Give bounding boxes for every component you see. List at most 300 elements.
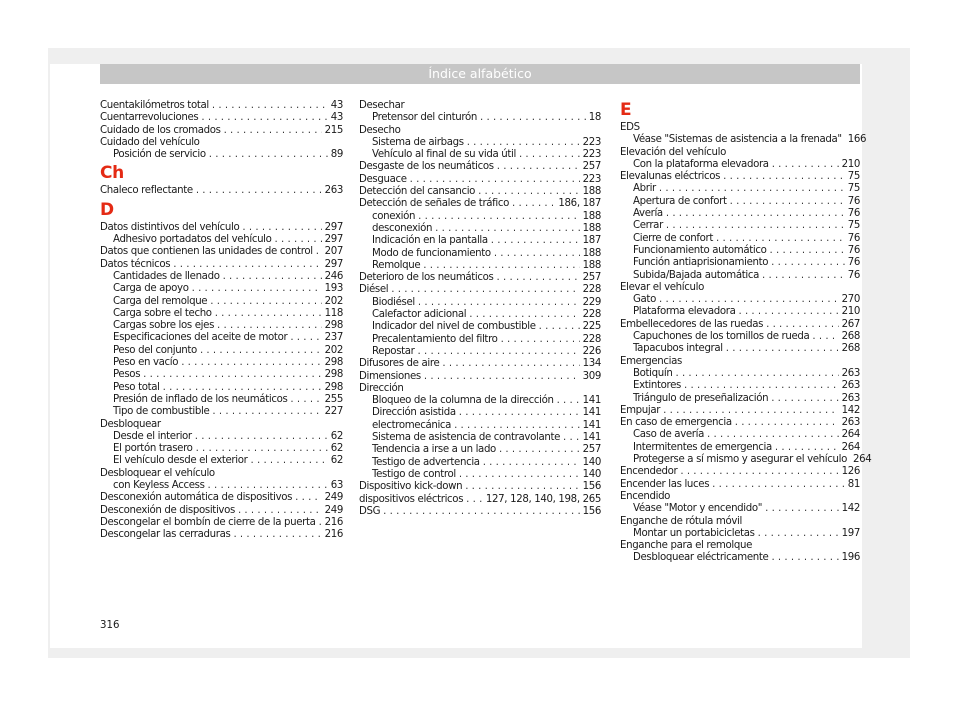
- entry-page: 193: [324, 283, 343, 295]
- index-entry: [359, 272, 601, 284]
- entry-label: Intermitentes de emergencia: [633, 441, 772, 453]
- index-subentry: [359, 260, 601, 272]
- dot-leader: [707, 429, 839, 441]
- entry-page: 76: [847, 232, 860, 244]
- dot-leader: [238, 505, 322, 517]
- entry-page: 142: [841, 404, 860, 416]
- entry-page: 226: [582, 345, 601, 357]
- entry-page: 18: [588, 112, 601, 124]
- dot-leader: [275, 234, 322, 246]
- index-entry: [100, 125, 343, 137]
- index-subentry: [620, 208, 860, 220]
- dot-leader: [494, 248, 580, 260]
- entry-page: 263: [841, 380, 860, 392]
- index-heading: Elevación del vehículo: [620, 146, 726, 158]
- dot-leader: [666, 220, 845, 232]
- entry-page: 228: [582, 309, 601, 321]
- dot-leader: [478, 186, 580, 198]
- dot-leader: [290, 394, 321, 406]
- dot-leader: [469, 309, 579, 321]
- entry-page: 202: [324, 344, 343, 356]
- entry-label: Indicación en la pantalla: [372, 235, 488, 247]
- dot-leader: [435, 223, 579, 235]
- index-entry: [620, 479, 860, 491]
- entry-page: 188: [582, 186, 601, 198]
- entry-label: Modo de funcionamiento: [372, 247, 491, 259]
- entry-label: Cantidades de llenado: [113, 270, 220, 282]
- dot-leader: [410, 174, 580, 186]
- index-heading: Dirección: [359, 382, 404, 394]
- index-entry: [620, 405, 860, 417]
- entry-page: 126: [841, 466, 860, 478]
- index-entry: [100, 259, 343, 271]
- entry-label: Vehículo al final de su vida útil: [372, 149, 516, 161]
- entry-label: Cuidado de los cromados: [100, 124, 221, 136]
- entry-label: Encender las luces: [620, 478, 710, 490]
- entry-page: 298: [324, 357, 343, 369]
- entry-label: Sistema de airbags: [372, 136, 464, 148]
- dot-leader: [465, 481, 579, 493]
- index-subentry: [620, 270, 860, 282]
- entry-label: Montar un portabicicletas: [633, 527, 755, 539]
- index-entry: [620, 319, 860, 331]
- entry-page: 268: [841, 331, 860, 343]
- entry-page: 264: [841, 429, 860, 441]
- dot-leader: [418, 297, 580, 309]
- dot-leader: [765, 503, 838, 515]
- index-subentry: [100, 394, 343, 406]
- entry-page: 249: [324, 492, 343, 504]
- entry-page: 227: [324, 406, 343, 418]
- index-subentry: [620, 380, 860, 392]
- index-subentry: [620, 134, 867, 146]
- index-subentry: [620, 294, 860, 306]
- dot-leader: [663, 405, 838, 417]
- entry-label: Desconexión automática de dispositivos: [100, 492, 293, 504]
- entry-page: 197: [841, 527, 860, 539]
- index-subentry: [620, 257, 860, 269]
- index-subentry: [100, 283, 343, 295]
- entry-label: Posición de servicio: [113, 149, 206, 161]
- dot-leader: [418, 211, 579, 223]
- entry-label: Elevalunas eléctricos: [620, 171, 721, 183]
- entry-page: 263: [841, 392, 860, 404]
- entry-label: Empujar: [620, 404, 661, 416]
- entry-label: Con la plataforma elevadora: [633, 158, 769, 170]
- entry-label: Dispositivo kick-down: [359, 481, 463, 493]
- index-heading: Emergencias: [620, 355, 682, 367]
- section-letter: D: [100, 199, 114, 220]
- entry-label: Véase "Sistemas de asistencia a la frenada": [633, 134, 842, 146]
- index-subentry: [359, 321, 601, 333]
- dot-leader: [319, 517, 322, 529]
- dot-leader: [563, 432, 580, 444]
- entry-page: 76: [847, 257, 860, 269]
- index-subentry: [100, 431, 343, 443]
- index-subentry: [100, 296, 343, 308]
- index-subentry: [620, 306, 860, 318]
- entry-page: 225: [582, 321, 601, 333]
- index-subentry: [620, 454, 872, 466]
- entry-page: 188: [582, 222, 601, 234]
- entry-label: Sistema de asistencia de contravolante: [372, 432, 561, 444]
- entry-label: Carga sobre el techo: [113, 307, 212, 319]
- entry-page: 297: [324, 234, 343, 246]
- entry-label: Cargas sobre los ejes: [113, 320, 215, 332]
- entry-page: 134: [582, 358, 601, 370]
- entry-page: 76: [847, 208, 860, 220]
- index-column-1: [100, 100, 343, 542]
- index-heading: Desecho: [359, 124, 401, 136]
- index-heading: Elevar el vehículo: [620, 281, 704, 293]
- dot-leader: [423, 260, 579, 272]
- entry-page: 223: [582, 149, 601, 161]
- dot-leader: [290, 332, 321, 344]
- dot-leader: [196, 443, 328, 455]
- dot-leader: [418, 346, 580, 358]
- index-entry: [620, 417, 860, 429]
- index-subentry: [620, 528, 860, 540]
- entry-label: Diésel: [359, 284, 389, 296]
- dot-leader: [659, 183, 845, 195]
- entry-label: Tapacubos integral: [633, 343, 723, 355]
- entry-label: Chaleco reflectante: [100, 185, 193, 197]
- entry-page: 309: [582, 370, 601, 382]
- entry-label: Véase "Motor y encendido": [633, 503, 763, 515]
- index-entry: [359, 506, 601, 518]
- entry-page: 141: [582, 419, 601, 431]
- entry-page: 298: [324, 320, 343, 332]
- entry-label: Encendedor: [620, 466, 678, 478]
- entry-page: 141: [582, 407, 601, 419]
- dot-leader: [762, 270, 845, 282]
- dot-leader: [497, 161, 580, 173]
- entry-label: Desgaste de los neumáticos: [359, 161, 494, 173]
- dot-leader: [242, 222, 321, 234]
- entry-page: 215: [324, 124, 343, 136]
- index-entry: [100, 529, 343, 541]
- index-subentry: [100, 382, 343, 394]
- entry-label: Remolque: [372, 259, 421, 271]
- entry-page: 187: [582, 235, 601, 247]
- entry-label: Plataforma elevadora: [633, 306, 736, 318]
- entry-page: 298: [324, 381, 343, 393]
- dot-leader: [233, 529, 321, 541]
- dot-leader: [726, 343, 839, 355]
- entry-page: 76: [847, 269, 860, 281]
- dot-leader: [659, 294, 839, 306]
- entry-page: 264: [841, 441, 860, 453]
- entry-page: 156: [582, 505, 601, 517]
- entry-page: 267: [841, 318, 860, 330]
- index-subentry: [620, 159, 860, 171]
- entry-page: 257: [582, 444, 601, 456]
- index-subentry: [359, 334, 601, 346]
- entry-label: Cierre de confort: [633, 232, 714, 244]
- index-subentry: [620, 552, 860, 564]
- dot-leader: [735, 417, 839, 429]
- index-subentry: [359, 248, 601, 260]
- index-subentry: [620, 245, 860, 257]
- entry-page: 228: [582, 333, 601, 345]
- index-subentry: [620, 368, 860, 380]
- entry-page: 118: [324, 307, 343, 319]
- dot-leader: [196, 185, 322, 197]
- entry-page: 76: [847, 244, 860, 256]
- dot-leader: [215, 308, 322, 320]
- index-subentry: [359, 309, 601, 321]
- dot-leader: [181, 357, 321, 369]
- entry-label: Datos técnicos: [100, 258, 171, 270]
- dot-leader: [738, 306, 838, 318]
- entry-label: Avería: [633, 208, 663, 220]
- index-heading: Cuidado del vehículo: [100, 136, 200, 148]
- entry-label: Dimensiones: [359, 370, 421, 382]
- index-heading: Encendido: [620, 490, 671, 502]
- index-entry: [620, 171, 860, 183]
- entry-page: 141: [582, 432, 601, 444]
- entry-label: Cuentakilómetros total: [100, 100, 209, 111]
- section-header: Índice alfabético: [100, 64, 860, 84]
- index-column-2: [359, 100, 601, 518]
- index-subentry: [620, 220, 860, 232]
- entry-label: Presión de inflado de los neumáticos: [113, 393, 288, 405]
- dot-leader: [467, 137, 580, 149]
- entry-page: 270: [841, 294, 860, 306]
- index-entry: [359, 481, 601, 493]
- dot-leader: [163, 382, 322, 394]
- index-subentry: [359, 432, 601, 444]
- entry-page: 263: [324, 185, 343, 197]
- index-entry: [100, 492, 343, 504]
- index-subentry: [100, 455, 343, 467]
- dot-leader: [454, 420, 580, 432]
- index-entry: [359, 358, 601, 370]
- index-subentry: [100, 357, 343, 369]
- entry-label: El portón trasero: [113, 443, 193, 455]
- index-subentry: [359, 297, 601, 309]
- index-subentry: [620, 442, 860, 454]
- entry-page: 264: [852, 454, 872, 466]
- dot-leader: [497, 272, 580, 284]
- dot-leader: [771, 257, 845, 269]
- section-letter: E: [620, 100, 632, 120]
- entry-label: Datos que contienen las unidades de control: [100, 246, 313, 258]
- index-subentry: [100, 332, 343, 344]
- dot-leader: [483, 457, 580, 469]
- entry-label: Desbloquear eléctricamente: [633, 552, 769, 564]
- entry-page: 63: [330, 480, 343, 492]
- index-entry: [100, 222, 343, 234]
- dot-leader: [143, 369, 321, 381]
- entry-page: 297: [324, 221, 343, 233]
- entry-page: 43: [330, 112, 343, 124]
- entry-label: Peso total: [113, 381, 160, 393]
- entry-label: con Keyless Access: [113, 480, 205, 492]
- entry-page: 229: [582, 296, 601, 308]
- entry-page: 75: [847, 183, 860, 195]
- entry-page: 89: [330, 149, 343, 161]
- entry-label: El vehículo desde el exterior: [113, 455, 248, 467]
- dot-leader: [212, 406, 321, 418]
- dot-leader: [666, 208, 845, 220]
- entry-label: Indicador del nivel de combustible: [372, 321, 536, 333]
- index-subentry: [100, 308, 343, 320]
- dot-leader: [201, 112, 327, 124]
- dot-leader: [684, 380, 839, 392]
- entry-label: Dirección asistida: [372, 407, 456, 419]
- index-subentry: [359, 395, 601, 407]
- entry-page: 43: [330, 100, 343, 111]
- entry-page: 75: [847, 171, 860, 183]
- entry-page: 216: [324, 516, 343, 528]
- index-subentry: [100, 149, 343, 161]
- entry-label: Precalentamiento del filtro: [372, 333, 498, 345]
- entry-label: Triángulo de preseñalización: [633, 392, 769, 404]
- index-subentry: [620, 429, 860, 441]
- entry-page: 257: [582, 161, 601, 173]
- entry-label: Gato: [633, 294, 656, 306]
- dot-leader: [539, 321, 580, 333]
- dot-leader: [316, 246, 322, 258]
- dot-leader: [712, 479, 845, 491]
- index-subentry: [359, 235, 601, 247]
- entry-page: 166: [847, 134, 867, 146]
- index-subentry: [620, 503, 860, 515]
- entry-label: Abrir: [633, 183, 656, 195]
- entry-page: 263: [841, 417, 860, 429]
- dot-leader: [771, 552, 838, 564]
- index-entry: [359, 174, 601, 186]
- dot-leader: [499, 444, 580, 456]
- index-subentry: [359, 223, 601, 235]
- index-heading: Desbloquear el vehículo: [100, 467, 215, 479]
- dot-leader: [192, 283, 322, 295]
- dot-leader: [212, 100, 328, 112]
- index-subentry: [620, 343, 860, 355]
- entry-label: Extintores: [633, 380, 682, 392]
- index-subentry: [100, 480, 343, 492]
- entry-page: 62: [330, 455, 343, 467]
- entry-label: Desde el interior: [113, 430, 192, 442]
- entry-page: 81: [847, 478, 860, 490]
- dot-leader: [173, 259, 321, 271]
- index-subentry: [359, 112, 601, 124]
- index-subentry: [359, 407, 601, 419]
- dot-leader: [442, 358, 579, 370]
- index-subentry: [359, 420, 601, 432]
- entry-page: 298: [324, 369, 343, 381]
- dot-leader: [295, 492, 321, 504]
- entry-label: Carga del remolque: [113, 295, 208, 307]
- entry-label: Peso del conjunto: [113, 344, 197, 356]
- entry-page: 75: [847, 220, 860, 232]
- index-subentry: [100, 345, 343, 357]
- entry-label: Botiquín: [633, 367, 673, 379]
- dot-leader: [758, 528, 839, 540]
- entry-label: Adhesivo portadatos del vehículo: [113, 234, 272, 246]
- entry-label: Subida/Bajada automática: [633, 269, 759, 281]
- index-subentry: [359, 457, 601, 469]
- entry-page: 188: [582, 259, 601, 271]
- entry-page: 216: [324, 529, 343, 541]
- dot-leader: [459, 407, 580, 419]
- entry-page: 202: [324, 295, 343, 307]
- entry-page: 210: [841, 306, 860, 318]
- entry-page: 196: [841, 552, 860, 564]
- index-subentry: [359, 149, 601, 161]
- entry-label: Protegerse a sí mismo y asegurar el vehículo: [633, 454, 847, 466]
- entry-label: Pesos: [113, 369, 141, 381]
- entry-label: desconexión: [372, 222, 433, 234]
- entry-label: Caso de avería: [633, 429, 705, 441]
- index-column-3: [620, 100, 872, 565]
- index-heading: Enganche de rótula móvil: [620, 515, 743, 527]
- entry-page: 263: [841, 367, 860, 379]
- index-subentry: [100, 271, 343, 283]
- index-subentry: [620, 393, 860, 405]
- entry-page: 142: [841, 503, 860, 515]
- index-subentry: [359, 469, 601, 481]
- entry-page: 62: [330, 430, 343, 442]
- dot-leader: [716, 233, 845, 245]
- entry-label: Detección del cansancio: [359, 186, 476, 198]
- entry-page: 207: [324, 246, 343, 258]
- entry-label: Apertura de confort: [633, 195, 727, 207]
- dot-leader: [812, 331, 838, 343]
- index-subentry: [100, 320, 343, 332]
- entry-label: Bloqueo de la columna de la dirección: [372, 395, 554, 407]
- index-entry: [100, 112, 343, 124]
- index-entry: [100, 246, 343, 258]
- index-entry: [100, 100, 343, 112]
- index-subentry: [100, 234, 343, 246]
- dot-leader: [491, 235, 580, 247]
- dot-leader: [223, 271, 322, 283]
- dot-leader: [730, 196, 845, 208]
- dot-leader: [208, 480, 328, 492]
- entry-label: Biodiésel: [372, 296, 415, 308]
- entry-page: 188: [582, 247, 601, 259]
- index-subentry: [100, 406, 343, 418]
- entry-page: 210: [841, 158, 860, 170]
- index-entry: [359, 186, 601, 198]
- entry-label: Desconexión de dispositivos: [100, 504, 235, 516]
- index-entry: [359, 198, 601, 210]
- dot-leader: [250, 455, 327, 467]
- dot-leader: [723, 171, 845, 183]
- entry-page: 140: [582, 468, 601, 480]
- entry-label: Difusores de aire: [359, 358, 440, 370]
- entry-label: Testigo de control: [372, 468, 456, 480]
- index-entry: [100, 517, 343, 529]
- entry-label: Peso en vacío: [113, 357, 179, 369]
- entry-page: 188: [582, 210, 601, 222]
- index-entry: [359, 284, 601, 296]
- dot-leader: [766, 319, 839, 331]
- entry-page: 156: [582, 481, 601, 493]
- index-subentry: [620, 233, 860, 245]
- dot-leader: [557, 395, 580, 407]
- entry-page: 268: [841, 343, 860, 355]
- entry-label: Especificaciones del aceite de motor: [113, 332, 288, 344]
- index-heading: Enganche para el remolque: [620, 540, 752, 552]
- dot-leader: [466, 494, 483, 506]
- entry-label: Testigo de advertencia: [372, 456, 480, 468]
- index-entry: [359, 371, 601, 383]
- entry-page: 127, 128, 140, 198, 265: [485, 493, 601, 505]
- entry-label: Repostar: [372, 345, 415, 357]
